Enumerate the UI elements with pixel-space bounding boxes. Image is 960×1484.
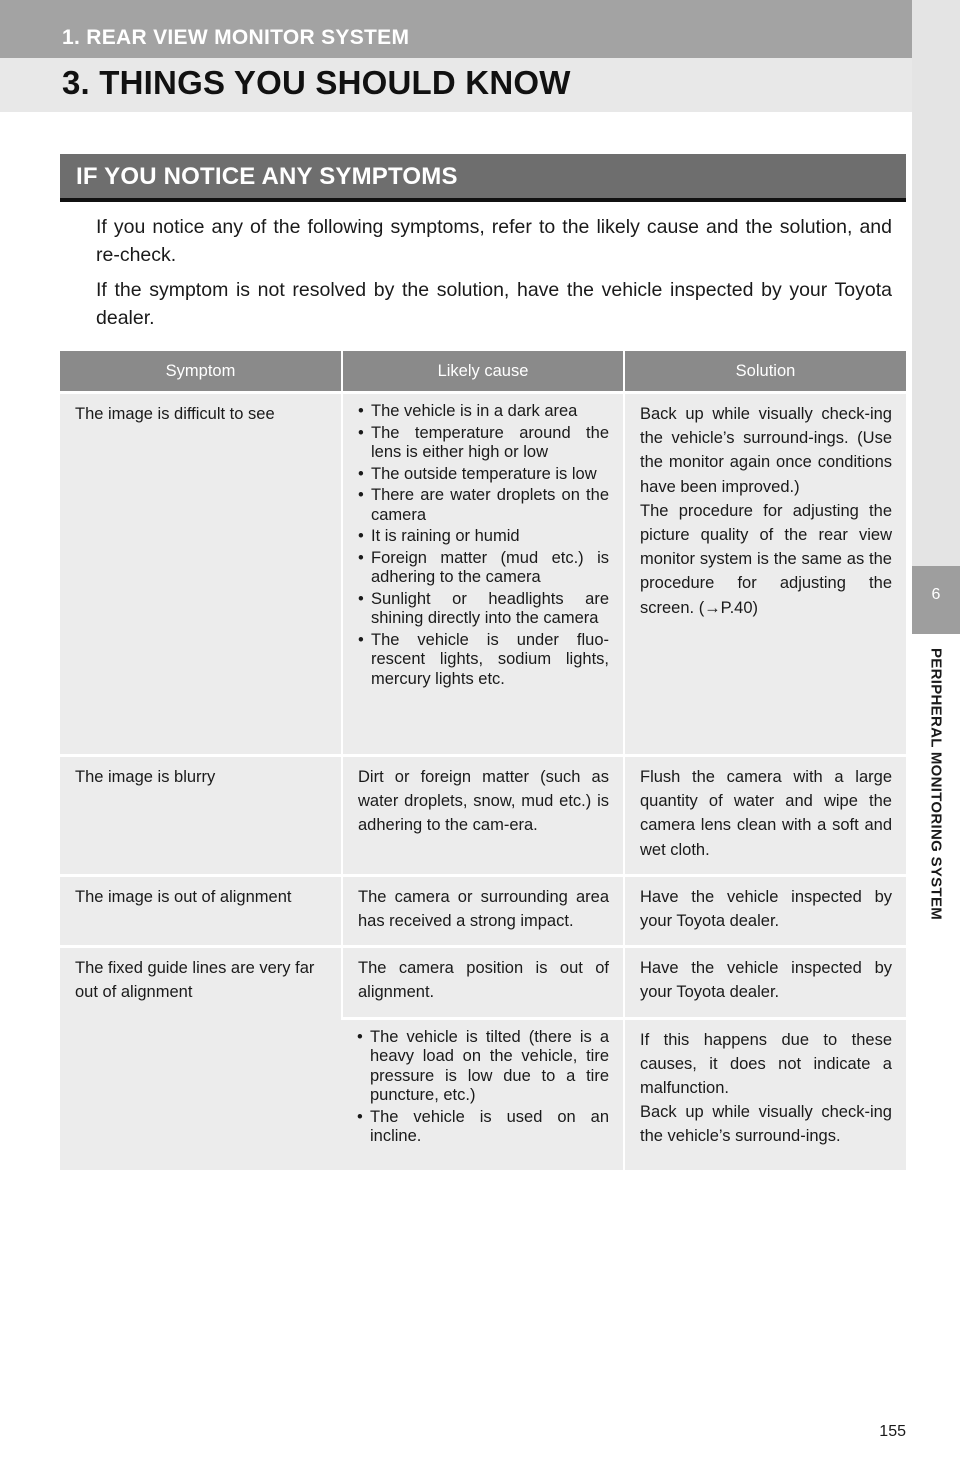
symptom-cell: The image is out of alignment — [60, 875, 342, 946]
solution-text: If this happens due to these causes, it does not indicate a malfunction. — [640, 1030, 892, 1098]
page-title: 3. THINGS YOU SHOULD KNOW — [62, 64, 571, 101]
symptom-cell: The fixed guide lines are very far out of alignment — [60, 947, 342, 1170]
solution-cell — [624, 393, 906, 756]
list-item: • Sunlight or headlights are shining directly into the camera — [358, 590, 609, 629]
solution-cell: Flush the camera with a large quantity of water and wipe the camera lens clean with a soft and wet cloth. — [624, 756, 906, 876]
cause-cell — [342, 1018, 624, 1170]
list-item: • The vehicle is in a dark area — [358, 402, 609, 422]
table-header-row — [60, 351, 906, 393]
list-item: • The vehicle is under fluo-rescent lights, sodium lights, mercury lights etc. — [358, 631, 609, 690]
page-number: 155 — [879, 1423, 906, 1440]
list-item: • The vehicle is used on an incline. — [357, 1108, 609, 1147]
list-item: • There are water droplets on the camera — [358, 486, 609, 525]
solution-text-body[interactable]: The procedure for adjusting the picture quality of the rear view monitor system is the same as the procedure for adjusting the screen. (→P.40) — [640, 501, 892, 617]
cause-cell — [342, 393, 624, 756]
section-label: 1. REAR VIEW MONITOR SYSTEM — [62, 26, 410, 49]
solution-cell: Have the vehicle inspected by your Toyota dealer. — [624, 875, 906, 946]
column-header-symptom: Symptom — [60, 351, 342, 393]
cause-list — [357, 1028, 609, 1147]
side-tab-upper — [912, 0, 960, 566]
cause-cell: Dirt or foreign matter (such as water droplets, snow, mud etc.) is adhering to the cam-era. — [342, 756, 624, 876]
section-heading: IF YOU NOTICE ANY SYMPTOMS — [76, 163, 458, 190]
table-row — [60, 756, 906, 876]
list-item: • The vehicle is tilted (there is a heavy load on the vehicle, tire pressure is low due to a tire puncture, etc.) — [357, 1028, 609, 1106]
solution-text — [640, 499, 892, 620]
intro-paragraph: If the symptom is not resolved by the solution, have the vehicle inspected by your Toyota dealer. — [96, 279, 892, 329]
symptom-table — [60, 351, 906, 1170]
cause-cell: The camera position is out of alignment. — [342, 947, 624, 1018]
list-item: • Foreign matter (mud etc.) is adhering to the camera — [358, 549, 609, 588]
solution-text: Back up while visually check-ing the vehicle’s surround-ings. (Use the monitor again once conditions have been improved.) — [640, 405, 892, 496]
symptom-cell: The image is blurry — [60, 756, 342, 876]
cause-list — [358, 402, 609, 689]
table-row — [60, 875, 906, 946]
solution-text: Back up while visually check-ing the vehicle’s surround-ings. — [640, 1103, 892, 1146]
cause-cell: The camera or surrounding area has received a strong impact. — [342, 875, 624, 946]
solution-cell — [624, 1018, 906, 1170]
column-header-solution: Solution — [624, 351, 906, 393]
section-heading-band — [60, 154, 906, 202]
list-item: • It is raining or humid — [358, 527, 609, 547]
list-item: • The temperature around the lens is either high or low — [358, 424, 609, 463]
table-row — [60, 947, 906, 1018]
chapter-number: 6 — [931, 586, 941, 603]
symptom-cell: The image is difficult to see — [60, 393, 342, 756]
list-item: • The outside temperature is low — [358, 465, 609, 485]
chapter-title: PERIPHERAL MONITORING SYSTEM — [927, 648, 945, 921]
intro-paragraph: If you notice any of the following symptoms, refer to the likely cause and the solution, and re-check. — [96, 216, 892, 266]
column-header-likely-cause: Likely cause — [342, 351, 624, 393]
solution-cell: Have the vehicle inspected by your Toyota dealer. — [624, 947, 906, 1018]
table-row — [60, 393, 906, 756]
